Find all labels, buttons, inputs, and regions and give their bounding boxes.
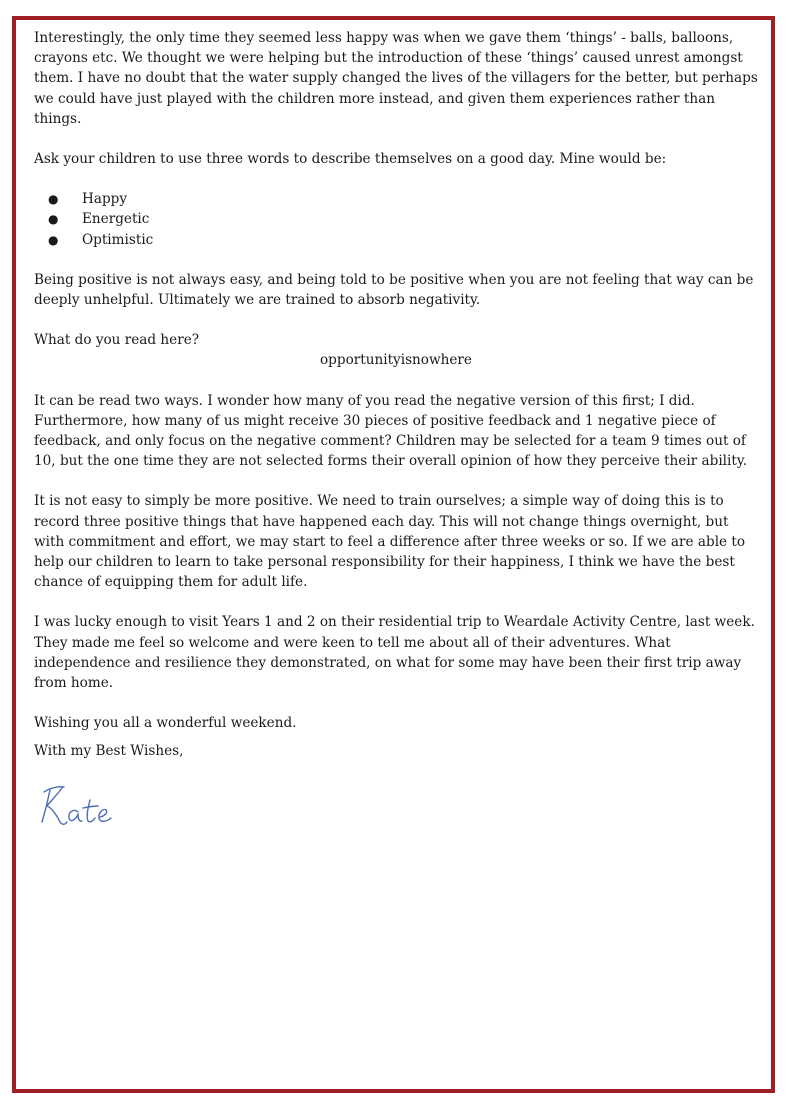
question-text: What do you read here?	[34, 332, 200, 349]
paragraph-being-positive: Being positive is not always easy, and being told to be positive when you are not feeling that way can be deeply unhelpful. Ultimately we are trained to absorb negativity.	[34, 271, 754, 309]
bullet-icon: ●	[48, 212, 59, 227]
list-item: ● Happy	[34, 189, 758, 209]
closing-wish: Wishing you all a wonderful weekend.	[34, 715, 297, 732]
bullet-icon: ●	[48, 192, 59, 207]
list-item: ● Energetic	[34, 209, 758, 229]
paragraph-two-ways: It can be read two ways. I wonder how many of you read the negative version of this first; I did. Furthermore, how many of us might receive 30 pieces of positive feedback and 1 negative piece of feedback, and only focus on the negative comment? Children may be selected for a team 9 times out of 10, but the one time they are not selected forms their overall opinion of how they perceive their ability.	[34, 392, 748, 470]
paragraph-residential-trip: I was lucky enough to visit Years 1 and 2 on their residential trip to Weardale Activity Centre, last week. They made me feel so welcome and were keen to tell me about all of their adventures. What independence and resilience they demonstrated, on what for some may have been their first trip away from home.	[34, 614, 755, 692]
letter-body	[34, 28, 758, 840]
puzzle-text: opportunityisnowhere	[320, 352, 472, 369]
words-list	[34, 189, 758, 250]
paragraph-interestingly: Interestingly, the only time they seemed less happy was when we gave them ‘things’ - balls, balloons, crayons etc. We thought we were helping but the introduction of these ‘things’ caused unrest amongst them. I have no doubt that the water supply changed the lives of the villagers for the better, but perhaps we could have just played with the children more instead, and given them experiences rather than things.	[34, 30, 758, 127]
signature-image	[36, 778, 136, 834]
bullet-icon: ●	[48, 232, 59, 247]
paragraph-three-words: Ask your children to use three words to describe themselves on a good day. Mine would be:	[34, 151, 667, 168]
paragraph-train-ourselves: It is not easy to simply be more positive. We need to train ourselves; a simple way of doing this is to record three positive things that have happened each day. This will not change things overnight, but with commitment and effort, we may start to feel a difference after three weeks or so. If we are able to help our children to learn to take personal responsibility for their happiness, I think we have the best chance of equipping them for adult life.	[34, 493, 746, 591]
list-item: ● Optimistic	[34, 230, 758, 250]
sign-off: With my Best Wishes,	[34, 743, 184, 760]
